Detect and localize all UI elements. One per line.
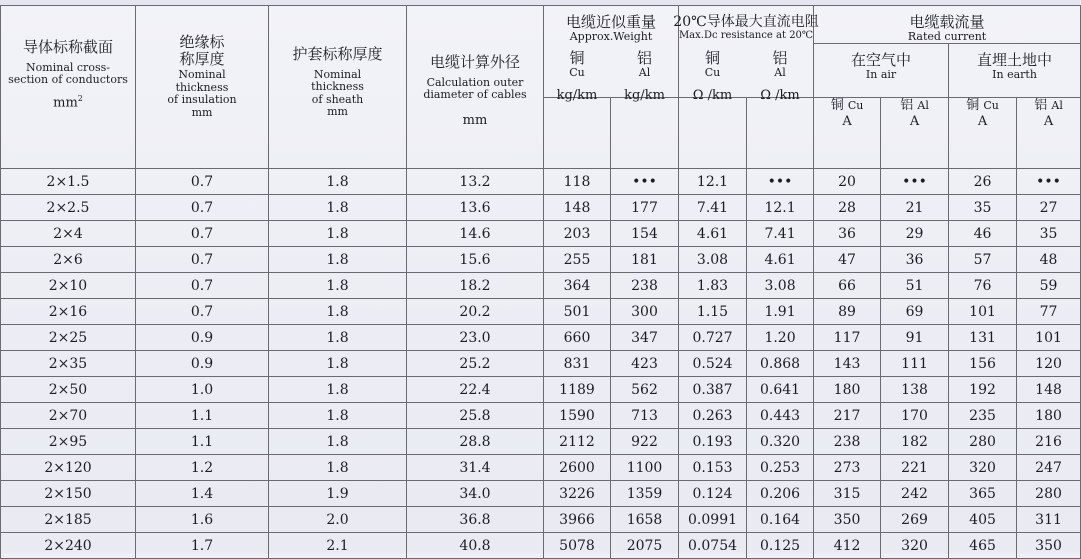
- table-cell: 89: [814, 299, 881, 325]
- table-cell: 2×2.5: [1, 195, 136, 221]
- table-cell: •••: [1017, 169, 1081, 195]
- table-cell: 4.61: [679, 221, 747, 247]
- table-cell: 0.253: [747, 455, 814, 481]
- table-cell: 77: [1017, 299, 1081, 325]
- table-cell: 562: [611, 377, 679, 403]
- table-cell: 1.0: [136, 377, 269, 403]
- table-cell: 269: [881, 507, 949, 533]
- table-cell: 2×25: [1, 325, 136, 351]
- table-cell: 13.2: [407, 169, 544, 195]
- table-cell: 69: [881, 299, 949, 325]
- table-cell: 0.9: [136, 351, 269, 377]
- table-cell: 66: [814, 273, 881, 299]
- table-cell: 0.263: [679, 403, 747, 429]
- table-row: [1, 507, 1081, 533]
- table-cell: 2×16: [1, 299, 136, 325]
- table-cell: 311: [1017, 507, 1081, 533]
- table-cell: 21: [881, 195, 949, 221]
- table-cell: 118: [544, 169, 611, 195]
- table-cell: 15.6: [407, 247, 544, 273]
- table-cell: 1.7: [136, 533, 269, 559]
- table-cell: 255: [544, 247, 611, 273]
- table-cell: 31.4: [407, 455, 544, 481]
- header-outer-diameter: 电缆计算外径 Calculation outer diameter of cables mm: [407, 6, 544, 169]
- header-resistance-al: 铝 Al Ω /km: [747, 98, 814, 169]
- table-cell: 3.08: [679, 247, 747, 273]
- table-cell: 1.8: [269, 247, 407, 273]
- table-cell: 216: [1017, 429, 1081, 455]
- table-cell: 26: [949, 169, 1017, 195]
- table-cell: •••: [881, 169, 949, 195]
- table-cell: 2×1.5: [1, 169, 136, 195]
- table-cell: 0.7: [136, 195, 269, 221]
- table-cell: 238: [814, 429, 881, 455]
- table-cell: 2112: [544, 429, 611, 455]
- table-cell: 1.8: [269, 429, 407, 455]
- table-cell: 2.1: [269, 533, 407, 559]
- table-row: [1, 273, 1081, 299]
- table-cell: 1.4: [136, 481, 269, 507]
- table-cell: 350: [814, 507, 881, 533]
- table-cell: 1590: [544, 403, 611, 429]
- table-cell: 347: [611, 325, 679, 351]
- table-cell: 1.91: [747, 299, 814, 325]
- table-cell: 1100: [611, 455, 679, 481]
- table-cell: 365: [949, 481, 1017, 507]
- table-cell: 1.2: [136, 455, 269, 481]
- table-cell: 0.206: [747, 481, 814, 507]
- table-cell: 3.08: [747, 273, 814, 299]
- table-cell: 0.193: [679, 429, 747, 455]
- table-cell: 36.8: [407, 507, 544, 533]
- header-air-cu: 铜 Cu A: [814, 98, 881, 169]
- table-cell: 46: [949, 221, 1017, 247]
- table-cell: 1.8: [269, 377, 407, 403]
- table-row: [1, 195, 1081, 221]
- table-cell: 1658: [611, 507, 679, 533]
- table-cell: 501: [544, 299, 611, 325]
- table-cell: 154: [611, 221, 679, 247]
- header-insulation: 绝缘标 称厚度 Nominal thickness of insulation mm: [136, 6, 269, 169]
- table-cell: 1.8: [269, 299, 407, 325]
- table-cell: 36: [881, 247, 949, 273]
- table-cell: 14.6: [407, 221, 544, 247]
- table-cell: 242: [881, 481, 949, 507]
- table-cell: 28.8: [407, 429, 544, 455]
- table-cell: 1.9: [269, 481, 407, 507]
- table-cell: 1.8: [269, 351, 407, 377]
- table-row: [1, 299, 1081, 325]
- table-cell: 0.443: [747, 403, 814, 429]
- table-cell: 47: [814, 247, 881, 273]
- table-cell: 0.0991: [679, 507, 747, 533]
- table-row: [1, 403, 1081, 429]
- table-row: [1, 169, 1081, 195]
- table-row: [1, 247, 1081, 273]
- table-row: [1, 429, 1081, 455]
- table-cell: 238: [611, 273, 679, 299]
- table-cell: 3226: [544, 481, 611, 507]
- header-conductor: 导体标称截面 Nominal cross- section of conductors $mm^2$: [1, 6, 136, 169]
- table-cell: 2600: [544, 455, 611, 481]
- header-weight-al: 铝 Al kg/km: [611, 98, 679, 169]
- table-cell: 280: [1017, 481, 1081, 507]
- table-cell: 2×120: [1, 455, 136, 481]
- table-cell: 0.387: [679, 377, 747, 403]
- table-cell: 1.6: [136, 507, 269, 533]
- table-cell: 20: [814, 169, 881, 195]
- table-cell: 156: [949, 351, 1017, 377]
- table-cell: 1359: [611, 481, 679, 507]
- table-cell: 22.4: [407, 377, 544, 403]
- table-cell: 0.524: [679, 351, 747, 377]
- table-cell: 315: [814, 481, 881, 507]
- table-cell: 660: [544, 325, 611, 351]
- header-current-earth: 直埋土地中 In earth: [949, 44, 1081, 98]
- table-cell: 1.8: [269, 169, 407, 195]
- table-cell: 203: [544, 221, 611, 247]
- table-cell: 2×4: [1, 221, 136, 247]
- table-cell: 27: [1017, 195, 1081, 221]
- header-weight-cu: 铜 Cu kg/km: [544, 98, 611, 169]
- table-cell: 2×50: [1, 377, 136, 403]
- table-cell: 2×185: [1, 507, 136, 533]
- table-cell: 18.2: [407, 273, 544, 299]
- table-cell: 3966: [544, 507, 611, 533]
- table-cell: 131: [949, 325, 1017, 351]
- table-cell: 0.7: [136, 273, 269, 299]
- table-cell: 465: [949, 533, 1017, 559]
- table-cell: 180: [1017, 403, 1081, 429]
- table-cell: 0.727: [679, 325, 747, 351]
- table-cell: 181: [611, 247, 679, 273]
- table-cell: 405: [949, 507, 1017, 533]
- table-cell: 7.41: [747, 221, 814, 247]
- table-cell: 76: [949, 273, 1017, 299]
- table-cell: 0.153: [679, 455, 747, 481]
- table-cell: 0.7: [136, 299, 269, 325]
- table-cell: 412: [814, 533, 881, 559]
- table-cell: 25.8: [407, 403, 544, 429]
- header-current-air: 在空气中 In air: [814, 44, 949, 98]
- table-cell: 0.7: [136, 221, 269, 247]
- table-cell: 138: [881, 377, 949, 403]
- header-earth-cu: 铜 Cu A: [949, 98, 1017, 169]
- table-cell: 320: [881, 533, 949, 559]
- table-cell: 0.164: [747, 507, 814, 533]
- table-cell: 192: [949, 377, 1017, 403]
- table-cell: 91: [881, 325, 949, 351]
- table-cell: 1.8: [269, 195, 407, 221]
- table-cell: 1.8: [269, 455, 407, 481]
- header-resistance-cu: 铜 Cu Ω /km: [679, 98, 747, 169]
- table-cell: 4.61: [747, 247, 814, 273]
- table-cell: 2×70: [1, 403, 136, 429]
- table-cell: 35: [1017, 221, 1081, 247]
- table-cell: 1.1: [136, 429, 269, 455]
- table-cell: 12.1: [679, 169, 747, 195]
- table-cell: •••: [611, 169, 679, 195]
- table-cell: 0.7: [136, 247, 269, 273]
- table-cell: 13.6: [407, 195, 544, 221]
- table-cell: 35: [949, 195, 1017, 221]
- table-cell: 364: [544, 273, 611, 299]
- table-cell: 831: [544, 351, 611, 377]
- table-cell: 29: [881, 221, 949, 247]
- table-cell: 23.0: [407, 325, 544, 351]
- table-header: [1, 6, 1081, 169]
- table-cell: 148: [1017, 377, 1081, 403]
- table-cell: 25.2: [407, 351, 544, 377]
- table-row: [1, 221, 1081, 247]
- table-cell: •••: [747, 169, 814, 195]
- table-cell: 1.8: [269, 273, 407, 299]
- table-cell: 2×35: [1, 351, 136, 377]
- table-cell: 247: [1017, 455, 1081, 481]
- table-cell: 2×150: [1, 481, 136, 507]
- table-cell: 1189: [544, 377, 611, 403]
- table-row: [1, 325, 1081, 351]
- table-cell: 2×6: [1, 247, 136, 273]
- table-body: [1, 169, 1081, 559]
- table-cell: 143: [814, 351, 881, 377]
- table-cell: 1.15: [679, 299, 747, 325]
- table-cell: 0.125: [747, 533, 814, 559]
- table-cell: 36: [814, 221, 881, 247]
- table-cell: 48: [1017, 247, 1081, 273]
- table-cell: 182: [881, 429, 949, 455]
- table-cell: 0.124: [679, 481, 747, 507]
- table-cell: 1.8: [269, 403, 407, 429]
- table-row: [1, 351, 1081, 377]
- table-cell: 148: [544, 195, 611, 221]
- table-cell: 40.8: [407, 533, 544, 559]
- table-cell: 5078: [544, 533, 611, 559]
- table-cell: 0.7: [136, 169, 269, 195]
- table-cell: 57: [949, 247, 1017, 273]
- table-cell: 120: [1017, 351, 1081, 377]
- table-cell: 28: [814, 195, 881, 221]
- table-row: [1, 377, 1081, 403]
- table-row: [1, 533, 1081, 559]
- table-cell: 170: [881, 403, 949, 429]
- table-cell: 1.83: [679, 273, 747, 299]
- table-cell: 300: [611, 299, 679, 325]
- table-cell: 59: [1017, 273, 1081, 299]
- table-row: [1, 481, 1081, 507]
- table-cell: 177: [611, 195, 679, 221]
- table-cell: 1.8: [269, 221, 407, 247]
- table-cell: 217: [814, 403, 881, 429]
- table-cell: 280: [949, 429, 1017, 455]
- table-cell: 2×240: [1, 533, 136, 559]
- table-cell: 1.1: [136, 403, 269, 429]
- table-cell: 2×10: [1, 273, 136, 299]
- table-cell: 1.20: [747, 325, 814, 351]
- table-cell: 111: [881, 351, 949, 377]
- header-weight: 电缆近似重量 Approx.Weight: [544, 6, 679, 98]
- table-cell: 7.41: [679, 195, 747, 221]
- header-earth-al: 铝 Al A: [1017, 98, 1081, 169]
- table-cell: 2075: [611, 533, 679, 559]
- table-cell: 1.8: [269, 325, 407, 351]
- table-cell: 350: [1017, 533, 1081, 559]
- header-sheath: 护套标称厚度 Nominal thickness of sheath mm: [269, 6, 407, 169]
- table-cell: 320: [949, 455, 1017, 481]
- table-cell: 101: [1017, 325, 1081, 351]
- cable-spec-table: [0, 5, 1081, 559]
- table-cell: 0.9: [136, 325, 269, 351]
- table-cell: 180: [814, 377, 881, 403]
- table-cell: 713: [611, 403, 679, 429]
- table-cell: 235: [949, 403, 1017, 429]
- table-cell: 423: [611, 351, 679, 377]
- table-cell: 0.320: [747, 429, 814, 455]
- table-cell: 221: [881, 455, 949, 481]
- table-cell: 922: [611, 429, 679, 455]
- table-cell: 12.1: [747, 195, 814, 221]
- table-cell: 51: [881, 273, 949, 299]
- table-cell: 0.641: [747, 377, 814, 403]
- table-cell: 273: [814, 455, 881, 481]
- header-air-al: 铝 Al A: [881, 98, 949, 169]
- header-current: 电缆载流量 Rated current: [814, 6, 1081, 44]
- table-cell: 20.2: [407, 299, 544, 325]
- table-cell: 101: [949, 299, 1017, 325]
- header-resistance: 20℃导体最大直流电阻 Max.Dc resistance at 20℃: [679, 6, 814, 98]
- table-cell: 2×95: [1, 429, 136, 455]
- table-row: [1, 455, 1081, 481]
- table-cell: 0.868: [747, 351, 814, 377]
- table-cell: 0.0754: [679, 533, 747, 559]
- table-cell: 2.0: [269, 507, 407, 533]
- table-cell: 117: [814, 325, 881, 351]
- table-cell: 34.0: [407, 481, 544, 507]
